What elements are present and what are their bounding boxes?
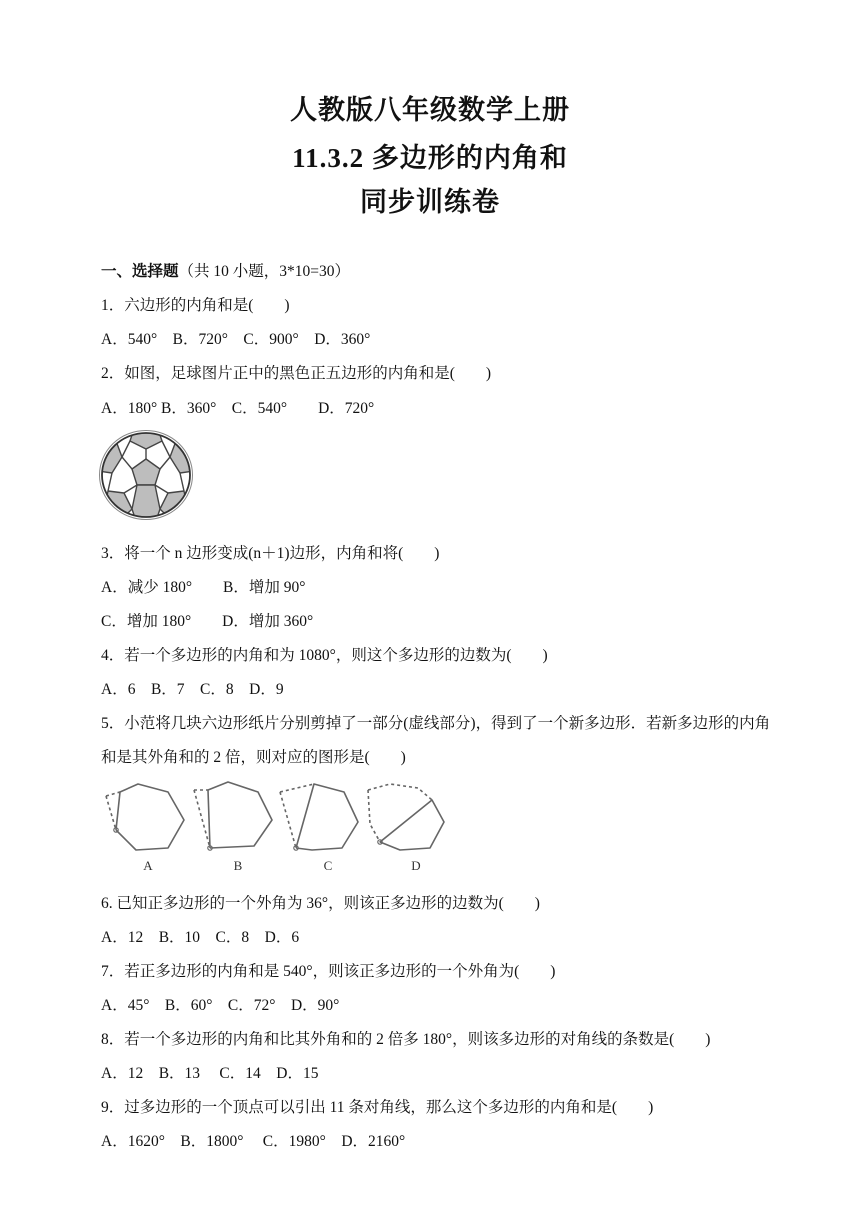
- figure-a: [106, 784, 184, 850]
- q8-options: A．12 B．13 C．14 D．15: [101, 1065, 319, 1082]
- q2-stem: 2．如图，足球图片正中的黑色正五边形的内角和是( ): [101, 365, 492, 382]
- figure-label-b: B: [233, 858, 243, 873]
- section-heading-label: 一、选择题: [101, 263, 179, 280]
- figure-c: [280, 784, 358, 850]
- doc-title-line3: 同步训练卷: [360, 187, 500, 217]
- q5-stem-line1: 5．小范将几块六边形纸片分别剪掉了一部分(虚线部分)，得到了一个新多边形．若新多边形的内角: [101, 715, 771, 732]
- q4-options: A．6 B．7 C．8 D．9: [101, 681, 284, 698]
- hexagon-cut-figures: [100, 778, 450, 874]
- q6-options: A．12 B．10 C．8 D．6: [101, 929, 300, 946]
- q3-options-row2: C．增加 180° D．增加 360°: [101, 613, 314, 630]
- q1-options: A．540° B．720° C．900° D．360°: [101, 331, 371, 348]
- section-heading-note: （共 10 小题，3*10=30）: [178, 263, 351, 280]
- q9-stem: 9．过多边形的一个顶点可以引出 11 条对角线，那么这个多边形的内角和是( ): [101, 1099, 654, 1116]
- q7-stem: 7．若正多边形的内角和是 540°，则该正多边形的一个外角为( ): [101, 963, 556, 980]
- q3-stem: 3．将一个 n 边形变成(n＋1)边形，内角和将( ): [101, 545, 440, 562]
- q6-stem: 6. 已知正多边形的一个外角为 36°，则该正多边形的边数为( ): [101, 895, 540, 912]
- q8-stem: 8．若一个多边形的内角和比其外角和的 2 倍多 180°，则该多边形的对角线的条数是( ): [101, 1031, 711, 1048]
- q4-stem: 4．若一个多边形的内角和为 1080°，则这个多边形的边数为( ): [101, 647, 548, 664]
- q9-options: A．1620° B．1800° C．1980° D．2160°: [101, 1133, 406, 1150]
- figure-label-d: D: [411, 858, 421, 873]
- doc-title-line2: 11.3.2 多边形的内角和: [292, 143, 568, 173]
- q2-options: A．180° B．360° C．540° D．720°: [101, 400, 375, 417]
- figure-label-c: C: [323, 858, 333, 873]
- section-heading: [101, 259, 350, 281]
- q1-stem: 1．六边形的内角和是( ): [101, 297, 290, 314]
- q7-options: A．45° B．60° C．72° D．90°: [101, 997, 340, 1014]
- doc-title-line1: 人教版八年级数学上册: [290, 95, 570, 125]
- figure-b: [194, 782, 272, 850]
- figure-label-a: A: [143, 858, 153, 873]
- soccer-ball-figure: [96, 427, 196, 523]
- figure-d: [368, 784, 444, 850]
- q5-stem-line2: 和是其外角和的 2 倍，则对应的图形是( ): [101, 749, 406, 766]
- q3-options-row1: A．减少 180° B．增加 90°: [101, 579, 306, 596]
